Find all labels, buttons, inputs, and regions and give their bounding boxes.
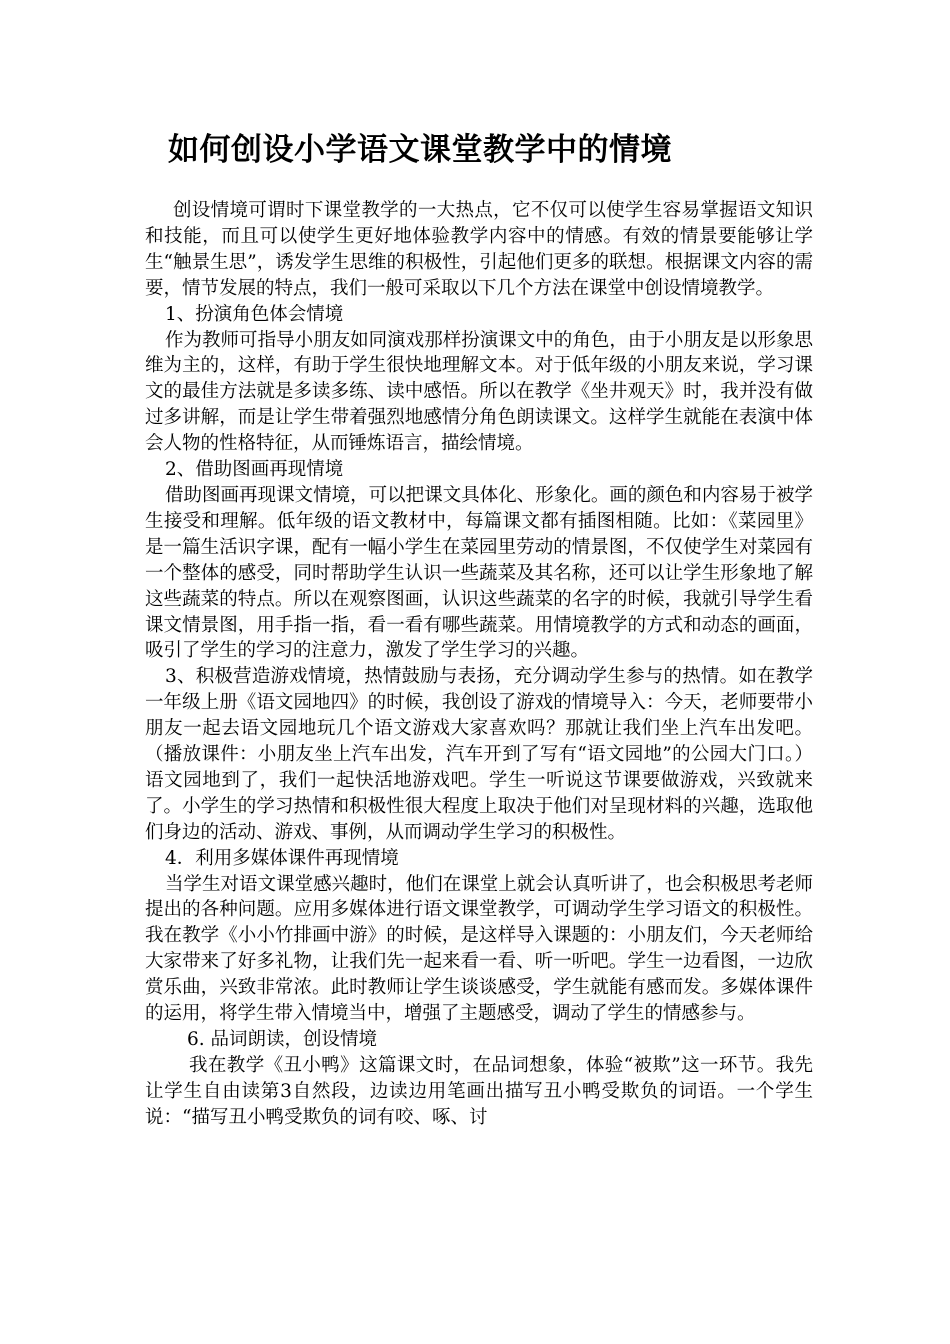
section-heading-4: 4．利用多媒体课件再现情境 <box>165 847 399 869</box>
section-heading-1: 1、扮演角色体会情境 <box>165 303 344 325</box>
section-heading-2: 2、借助图画再现情境 <box>165 459 344 481</box>
section-paragraph-3: 3、积极营造游戏情境，热情鼓励与表扬，充分调动学生参与的热情。如在教学一年级上册《语文园地四》的时候，我创设了游戏的情境导入：今天，老师要带小朋友一起去语文园地玩几个语文游戏大家喜欢吗？那就让我们坐上汽车出发吧。（播放课件：小朋友坐上汽车出发，汽车开到了写有“语文园地”的公园大门口。）语文园地到了，我们一起快活地游戏吧。学生一听说这节课要做游戏，兴致就来了。小学生的学习热情和积极性很大程度上取决于他们对呈现材料的兴趣，选取他们身边的活动、游戏、事例，从而调动学生学习的积极性。 <box>145 666 813 843</box>
document-title: 如何创设小学语文课堂教学中的情境 <box>168 132 672 168</box>
section-paragraph-6: 我在教学《丑小鸭》这篇课文时，在品词想象，体验“被欺”这一环节。我先让学生自由读第3自然段，边读边用笔画出描写丑小鸭受欺负的词语。一个学生说：“描写丑小鸭受欺负的词有咬、啄、讨 <box>145 1054 813 1128</box>
intro-paragraph: 创设情境可谓时下课堂教学的一大热点，它不仅可以使学生容易掌握语文知识和技能，而且可以使学生更好地体验教学内容中的情感。有效的情景要能够让学生“触景生思”，诱发学生思维的积极性，引起他们更多的联想。根据课文内容的需要，情节发展的特点，我们一般可采取以下几个方法在课堂中创设情境教学。 <box>145 200 813 299</box>
section-paragraph-1: 作为教师可指导小朋友如同演戏那样扮演课文中的角色，由于小朋友是以形象思维为主的，这样，有助于学生很快地理解文本。对于低年级的小朋友来说，学习课文的最佳方法就是多读多练、读中感悟。所以在教学《坐井观天》时，我并没有做过多讲解，而是让学生带着强烈地感情分角色朗读课文。这样学生就能在表演中体会人物的性格特征，从而锤炼语言，描绘情境。 <box>145 329 813 455</box>
section-paragraph-2: 借助图画再现课文情境，可以把课文具体化、形象化。画的颜色和内容易于被学生接受和理解。低年级的语文教材中，每篇课文都有插图相随。比如：《菜园里》是一篇生活识字课，配有一幅小学生在菜园里劳动的情景图，不仅使学生对菜园有一个整体的感受，同时帮助学生认识一些蔬菜及其名称，还可以让学生形象地了解这些蔬菜的特点。所以在观察图画，认识这些蔬菜的名字的时候，我就引导学生看课文情景图，用手指一指，看一看有哪些蔬菜。用情境教学的方式和动态的画面，吸引了学生的学习的注意力，激发了学生学习的兴趣。 <box>145 484 813 662</box>
document-body <box>145 198 813 1131</box>
section-paragraph-4: 当学生对语文课堂感兴趣时，他们在课堂上就会认真听讲了，也会积极思考老师提出的各种问题。应用多媒体进行语文课堂教学，可调动学生学习语文的积极性。我在教学《小小竹排画中游》的时候，是这样导入课题的：小朋友们，今天老师给大家带来了好多礼物，让我们先一起来看一看、听一听吧。学生一边看图，一边欣赏乐曲，兴致非常浓。此时教师让学生谈谈感受，学生就能有感而发。多媒体课件的运用，将学生带入情境当中，增强了主题感受，调动了学生的情感参与。 <box>145 873 813 1025</box>
section-heading-6: 6. 品词朗读，创设情境 <box>187 1029 378 1050</box>
